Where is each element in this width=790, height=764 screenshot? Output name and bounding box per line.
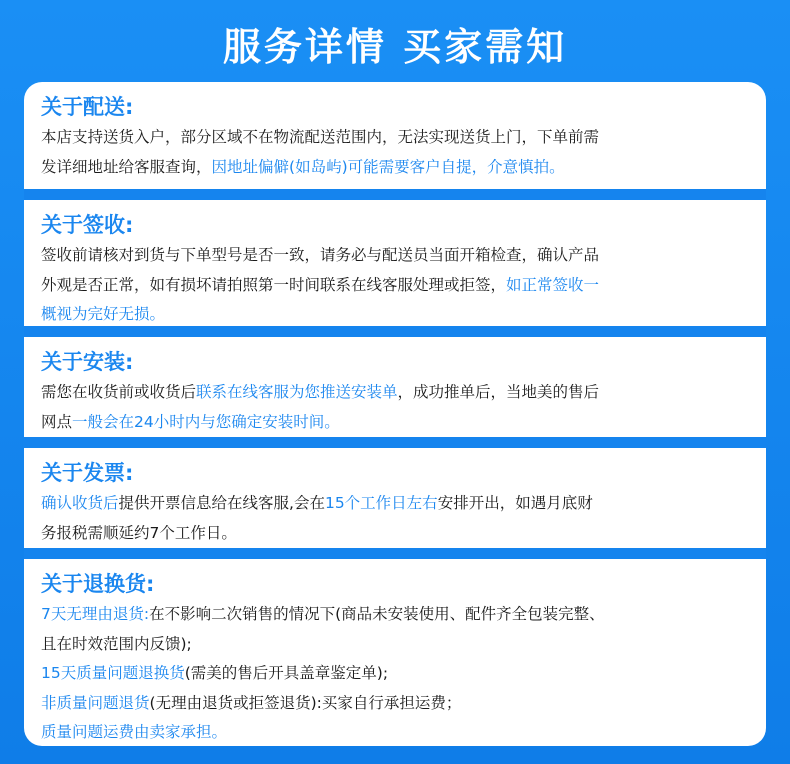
body-line (41, 659, 749, 689)
body-text: 安排开出，如遇月底财 (437, 494, 593, 512)
body-line (41, 600, 749, 630)
highlight-text: 15天质量问题退换货 (41, 664, 185, 682)
section-body-installation (41, 378, 749, 437)
highlight-text: 非质量问题退货 (41, 693, 150, 712)
highlight-line: 质量问题运费由卖家承担。 (41, 723, 228, 741)
section-divider (24, 326, 766, 337)
section-title-delivery: 关于配送: (41, 95, 134, 119)
body-text: 需您在收货前或收货后 (41, 383, 197, 401)
body-text: 提供开票信息给在线客服,会在 (118, 494, 325, 512)
page-title: 服务详情 买家需知 (222, 25, 568, 69)
body-line (41, 271, 749, 301)
section-title-signing: 关于签收: (41, 213, 134, 237)
body-text: 网点 (41, 412, 73, 431)
highlight-line: 概视为完好无损。 (41, 305, 166, 323)
body-text: 发详细地址给客服查询， (41, 157, 212, 176)
section-returns (24, 559, 766, 746)
body-line (41, 489, 749, 519)
section-signing (24, 200, 766, 330)
section-divider (24, 548, 766, 559)
body-line (41, 153, 749, 183)
section-title-returns: 关于退换货: (41, 572, 155, 596)
body-line: 且在时效范围内反馈); (41, 634, 192, 653)
section-body-returns (41, 600, 749, 746)
body-text: 在不影响二次销售的情况下(商品未安装使用、配件齐全包装完整、 (149, 605, 605, 623)
section-body-signing (41, 241, 749, 330)
body-text: (无理由退货或拒签退货):买家自行承担运费； (149, 693, 462, 712)
section-invoice (24, 448, 766, 548)
body-line (41, 689, 749, 719)
section-body-invoice (41, 489, 749, 548)
service-info-panel (24, 82, 766, 746)
section-delivery (24, 82, 766, 182)
highlight-text: 7天无理由退货: (41, 605, 150, 623)
body-line (41, 408, 749, 438)
highlight-text: 15个工作日左右 (324, 494, 438, 512)
section-installation (24, 337, 766, 437)
section-divider (24, 437, 766, 448)
section-divider (24, 189, 766, 200)
body-text: (需美的售后开具盖章鉴定单); (184, 664, 389, 682)
section-body-delivery (41, 123, 749, 182)
highlight-text: 如正常签收一 (506, 275, 600, 294)
body-line: 本店支持送货入户，部分区域不在物流配送范围内，无法实现送货上门，下单前需 (41, 128, 600, 146)
body-line: 签收前请核对到货与下单型号是否一致，请务必与配送员当面开箱检查，确认产品 (41, 246, 600, 264)
highlight-text: 一般会在24小时内与您确定安装时间。 (72, 412, 340, 431)
highlight-text: 确认收货后 (41, 494, 119, 512)
body-line (41, 378, 749, 408)
section-title-installation: 关于安装: (41, 350, 134, 374)
highlight-text: 联系在线客服为您推送安装单 (196, 383, 398, 401)
body-text: ，成功推单后，当地美的售后 (397, 383, 600, 401)
section-title-invoice: 关于发票: (41, 461, 134, 485)
body-text: 外观是否正常，如有损坏请拍照第一时间联系在线客服处理或拒签， (41, 275, 507, 294)
body-line: 务报税需顺延约7个工作日。 (41, 523, 237, 542)
highlight-text: 因地址偏僻(如岛屿)可能需要客户自提，介意慎拍。 (211, 157, 565, 176)
